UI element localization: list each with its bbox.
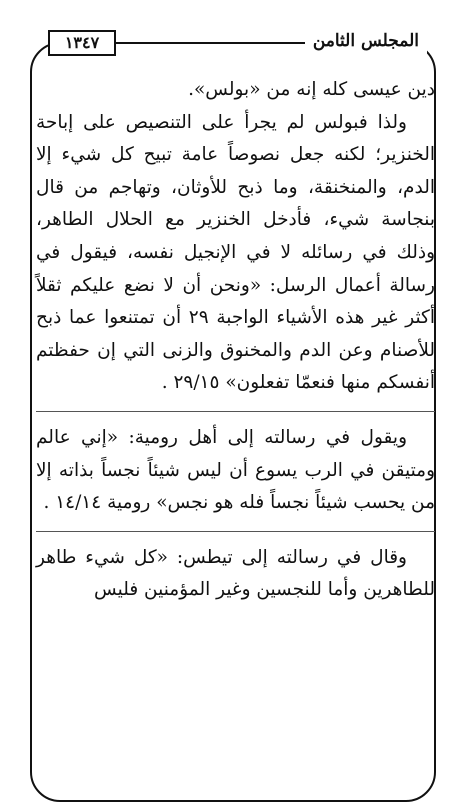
paragraph-divider: [36, 531, 435, 532]
paragraph: ولذا فبولس لم يجرأ على التنصيص على إباحة الخنزير؛ لكنه جعل نصوصاً عامة تبيح كل شيء إلا الدم، والمنخنقة، وما ذبح للأوثان، وتهاجم من قال بنجاسة شيء، فأدخل الخنزير مع الحلال الطاهر، وذلك في رسائله لا في الإنجيل نفسه، فيقول في رسالة أعمال الرسل: «ونحن أن لا نضع عليكم ثقلاً أكثر غير هذه الأشياء الواجبة ٢٩ أن تمتنعوا عما ذبح للأصنام وعن الدم والمخنوق والزنى التي إن حفظتم أنفسكم منها فنعمّا تفعلون» ٢٩/١٥ .: [36, 111, 435, 394]
paragraph-divider: [36, 411, 435, 412]
page-body: [36, 74, 435, 607]
paragraph: وقال في رسالته إلى تيطس: «كل شيء طاهر للطاهرين وأما للنجسين وغير المؤمنين فليس: [36, 546, 435, 601]
paragraph: دين عيسى كله إنه من «بولس».: [188, 79, 435, 100]
page-number: ١٣٤٧: [48, 30, 116, 56]
chapter-title: المجلس الثامن: [305, 28, 427, 54]
paragraph: ويقول في رسالته إلى أهل رومية: «إني عالم ومتيقن في الرب يسوع أن ليس شيئاً نجساً بذاته إلا من يحسب شيئاً نجساً فله هو نجس» رومية ١٤/١٤ .: [36, 426, 435, 514]
